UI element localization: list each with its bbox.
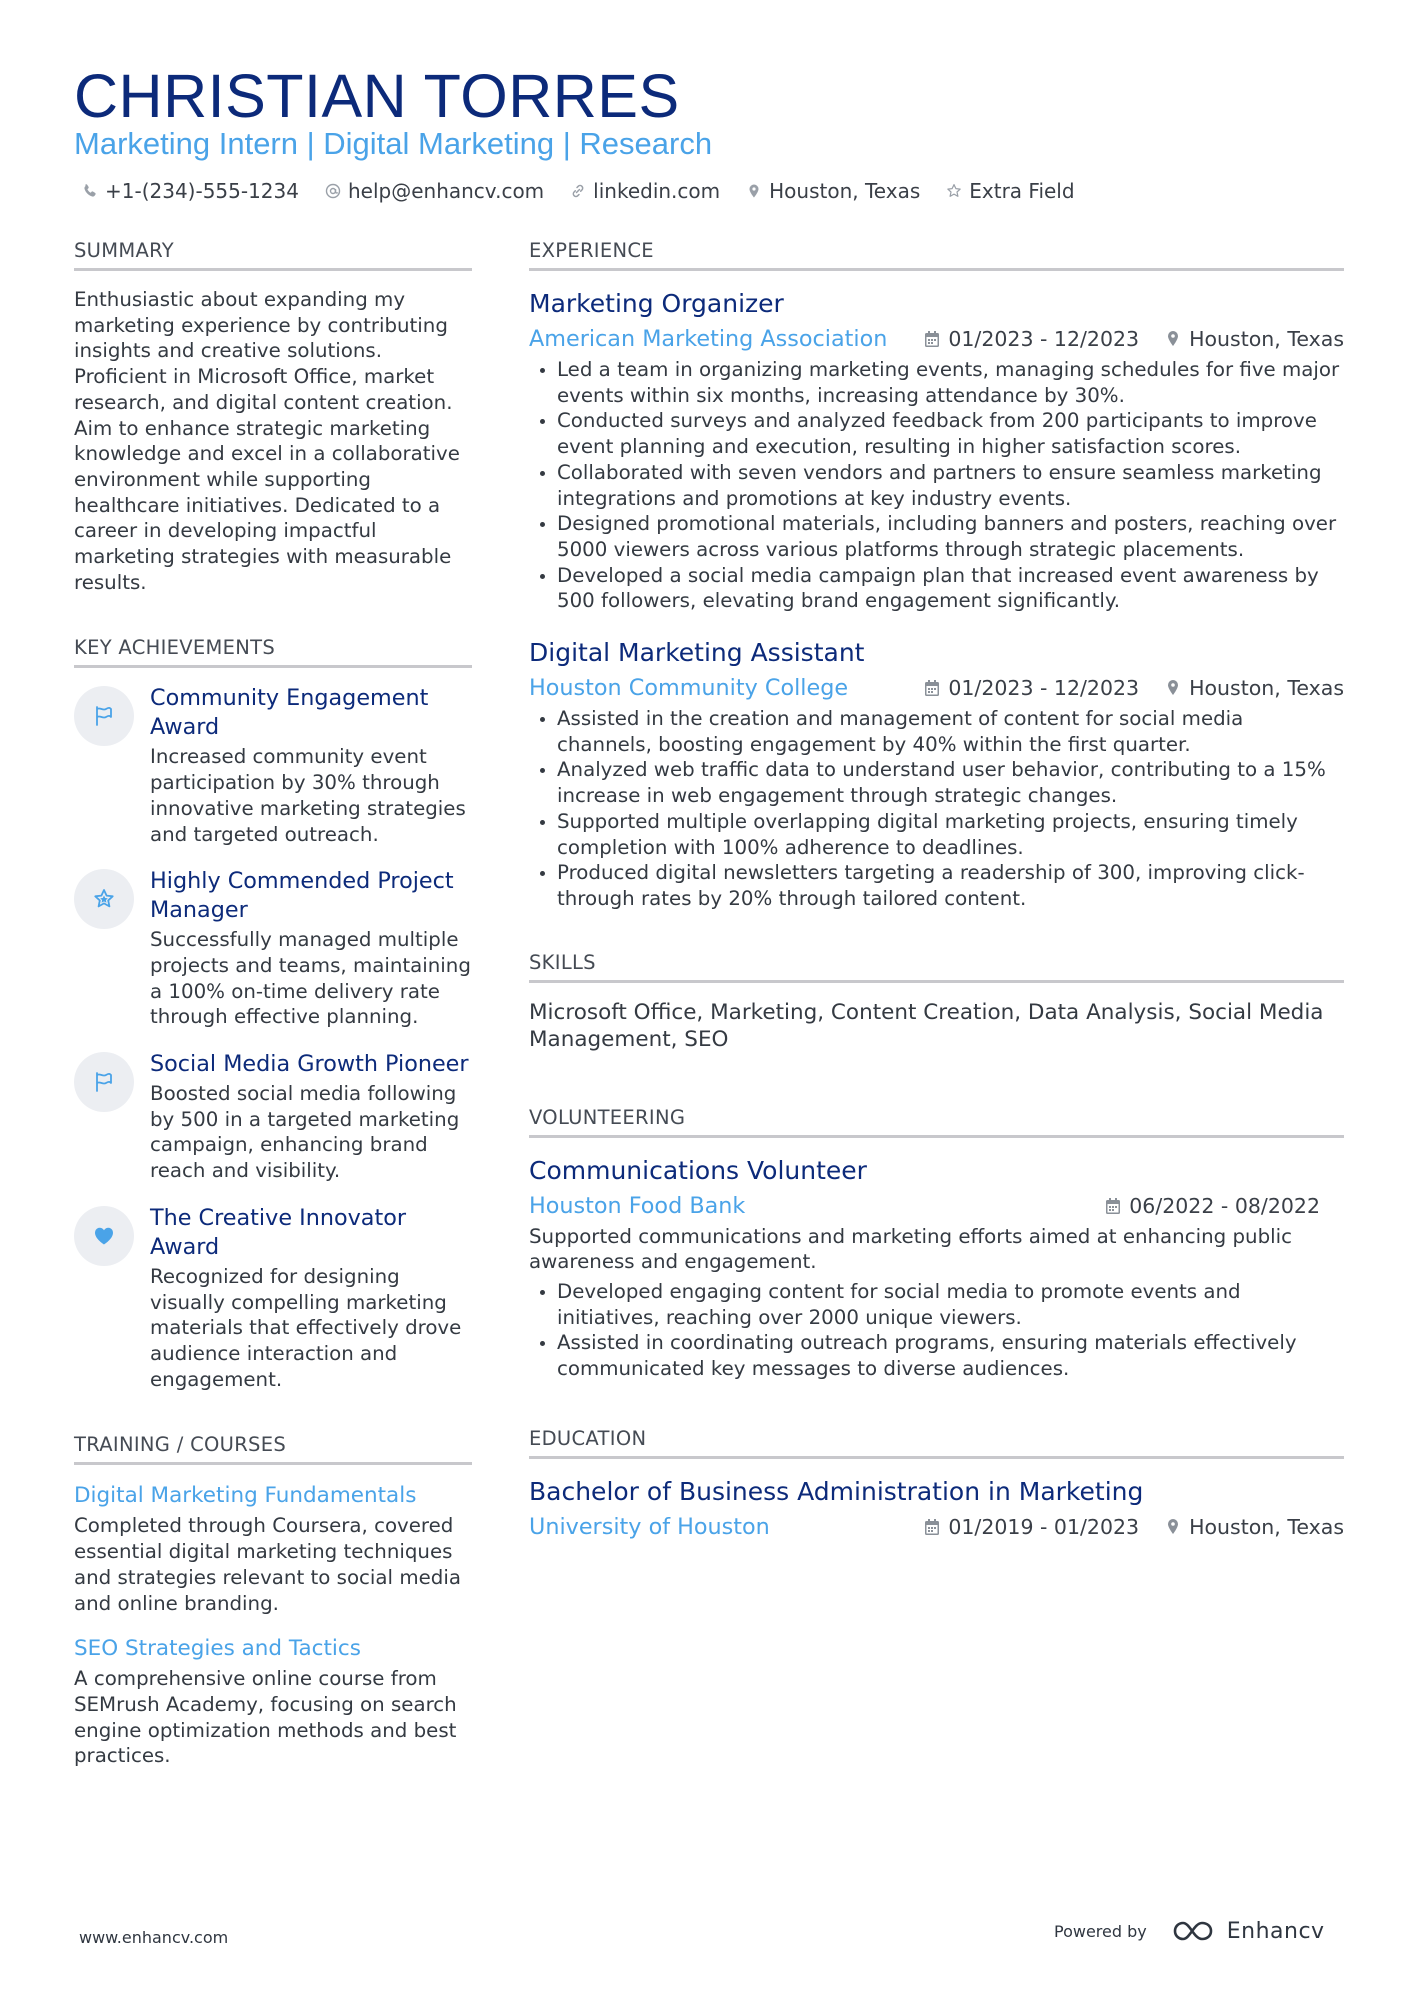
course-text: Completed through Coursera, covered essential digital marketing techniques and strategies relevant to social media and online branding. (74, 1514, 461, 1615)
experience-entry (529, 287, 1344, 614)
candidate-headline: Marketing Intern | Digital Marketing | Research (74, 126, 713, 161)
job-bullets (529, 706, 1344, 912)
achievement-item (74, 684, 472, 847)
bullet-item: Designed promotional materials, including banners and posters, reaching over 5000 viewers across various platforms through strategic placements. (529, 511, 1344, 562)
left-column (74, 238, 472, 1809)
bullet-item: Conducted surveys and analyzed feedback from 200 participants to improve event planning and execution, resulting in higher satisfaction scores. (529, 408, 1344, 459)
achievement-title: Social Media Growth Pioneer (150, 1051, 469, 1078)
skills-section (529, 950, 1344, 1053)
training-section (74, 1432, 472, 1769)
contact-location-text: Houston, Texas (769, 179, 921, 203)
education-dates (924, 1515, 1139, 1539)
footer-website[interactable]: www.enhancv.com (79, 1928, 229, 1947)
achievements-heading: KEY ACHIEVEMENTS (74, 635, 472, 668)
contact-phone-text: +1-(234)-555-1234 (105, 179, 299, 203)
contact-linkedin-text: linkedin.com (593, 179, 721, 203)
achievement-title: Highly Commended Project Manager (150, 868, 454, 924)
heart-icon (74, 1206, 134, 1266)
enhancv-logo-icon (1171, 1917, 1217, 1945)
volunteering-section (529, 1105, 1344, 1382)
volunteer-dates-text: 06/2022 - 08/2022 (1129, 1193, 1320, 1218)
summary-section (74, 238, 472, 595)
bullet-item: Produced digital newsletters targeting a readership of 300, improving click-through rates by 20% through tailored content. (529, 860, 1344, 911)
experience-entry (529, 636, 1344, 912)
calendar-icon (924, 679, 940, 697)
course-item (74, 1481, 472, 1616)
candidate-name: CHRISTIAN TORRES (74, 62, 680, 130)
achievement-item (74, 1204, 472, 1393)
job-dates-text: 01/2023 - 12/2023 (948, 676, 1140, 701)
location-pin-icon (746, 183, 762, 199)
job-dates (924, 327, 1139, 351)
calendar-icon (924, 1518, 940, 1536)
contact-bar (82, 176, 1075, 206)
powered-by-text: Powered by (1054, 1921, 1147, 1941)
contact-email-text: help@enhancv.com (347, 179, 545, 203)
experience-section (529, 238, 1344, 912)
achievements-section (74, 635, 472, 1392)
job-location (1165, 327, 1344, 351)
achievement-title: Community Engagement Award (150, 685, 429, 741)
bullet-item: Developed engaging content for social media to promote events and initiatives, reaching over 2000 unique viewers. (529, 1279, 1344, 1330)
enhancv-brand-name: Enhancv (1226, 1918, 1325, 1944)
skills-heading: SKILLS (529, 950, 1344, 983)
achievement-text: Boosted social media following by 500 in a targeted marketing campaign, enhancing brand reach and visibility. (150, 1082, 460, 1183)
enhancv-logo[interactable] (1171, 1917, 1325, 1945)
bullet-item: Led a team in organizing marketing events, managing schedules for five major events within six months, increasing attendance by 30%. (529, 357, 1344, 408)
volunteer-dates (1105, 1194, 1320, 1218)
volunteer-org: Houston Food Bank (529, 1192, 746, 1219)
job-company: Houston Community College (529, 675, 849, 702)
bullet-item: Supported multiple overlapping digital marketing projects, ensuring timely completion with 100% adherence to deadlines. (529, 809, 1344, 860)
calendar-icon (924, 330, 940, 348)
flag-icon (74, 1052, 134, 1112)
course-item (74, 1634, 472, 1769)
job-dates-text: 01/2023 - 12/2023 (948, 327, 1140, 351)
education-dates-text: 01/2019 - 01/2023 (948, 1514, 1140, 1539)
summary-heading: SUMMARY (74, 238, 472, 271)
location-pin-icon (1165, 330, 1181, 348)
volunteer-description: Supported communications and marketing efforts aimed at enhancing public awareness and engagement. (529, 1224, 1292, 1274)
job-company: American Marketing Association (529, 326, 888, 352)
experience-heading: EXPERIENCE (529, 238, 1344, 271)
education-section (529, 1426, 1344, 1545)
contact-phone[interactable] (82, 179, 299, 203)
contact-extra (946, 179, 1074, 203)
course-title: SEO Strategies and Tactics (74, 1636, 361, 1662)
location-pin-icon (1165, 679, 1181, 697)
achievement-text: Recognized for designing visually compelling marketing materials that effectively drove audience interaction and engagement. (150, 1264, 462, 1391)
training-heading: TRAINING / COURSES (74, 1432, 472, 1465)
job-location-text: Houston, Texas (1189, 327, 1344, 351)
bullet-item: Assisted in the creation and management of content for social media channels, boosting engagement by 40% within the first quarter. (529, 706, 1344, 757)
education-heading: EDUCATION (529, 1426, 1344, 1459)
link-icon (570, 183, 586, 199)
contact-extra-text: Extra Field (969, 179, 1075, 203)
skills-text: Microsoft Office, Marketing, Content Creation, Data Analysis, Social Media Management, SEO (529, 999, 1324, 1052)
education-school: University of Houston (529, 1513, 770, 1540)
job-location-text: Houston, Texas (1189, 676, 1344, 701)
education-location (1165, 1515, 1344, 1539)
bullet-item: Collaborated with seven vendors and partners to ensure seamless marketing integrations and promotions at key industry events. (529, 460, 1344, 511)
star-icon (74, 869, 134, 929)
calendar-icon (1105, 1197, 1121, 1215)
achievement-text: Successfully managed multiple projects and teams, maintaining a 100% on-time delivery rate through effective planning. (150, 928, 471, 1029)
location-pin-icon (1165, 1518, 1181, 1536)
course-title: Digital Marketing Fundamentals (74, 1483, 417, 1509)
job-dates (924, 676, 1139, 700)
phone-icon (82, 183, 98, 199)
course-text: A comprehensive online course from SEMrush Academy, focusing on search engine optimization methods and best practices. (74, 1667, 457, 1768)
contact-email[interactable] (325, 179, 544, 203)
education-location-text: Houston, Texas (1189, 1514, 1344, 1539)
bullet-item: Analyzed web traffic data to understand user behavior, contributing to a 15% increase in web engagement through strategic changes. (529, 757, 1344, 808)
at-icon (325, 183, 341, 199)
achievement-item (74, 1050, 472, 1184)
job-title: Marketing Organizer (529, 289, 784, 318)
job-location (1165, 676, 1344, 700)
volunteer-role: Communications Volunteer (529, 1155, 867, 1185)
achievement-item (74, 867, 472, 1030)
achievement-text: Increased community event participation by 30% through innovative marketing strategies and targeted outreach. (150, 745, 466, 846)
bullet-item: Developed a social media campaign plan that increased event awareness by 500 followers, elevating brand engagement significantly. (529, 563, 1344, 614)
contact-linkedin[interactable] (570, 179, 720, 203)
education-degree: Bachelor of Business Administration in Marketing (529, 1476, 1144, 1506)
volunteer-bullets (529, 1279, 1344, 1382)
flag-icon (74, 686, 134, 746)
right-column (529, 238, 1344, 1575)
job-bullets (529, 357, 1344, 614)
job-title: Digital Marketing Assistant (529, 638, 865, 668)
star-icon (946, 183, 962, 199)
contact-location (746, 179, 920, 203)
achievement-title: The Creative Innovator Award (150, 1204, 407, 1260)
bullet-item: Assisted in coordinating outreach programs, ensuring materials effectively communicated key messages to diverse audiences. (529, 1330, 1344, 1381)
footer-branding (1054, 1917, 1325, 1945)
summary-text: Enthusiastic about expanding my marketing experience by contributing insights and creative solutions. Proficient in Microsoft Office, market research, and digital content creation. Aim to enhance strategic marketing knowledge and excel in a collaborative environment while supporting healthcare initiatives. Dedicated to a career in developing impactful marketing strategies with measurable results. (74, 288, 460, 594)
volunteering-heading: VOLUNTEERING (529, 1105, 1344, 1138)
